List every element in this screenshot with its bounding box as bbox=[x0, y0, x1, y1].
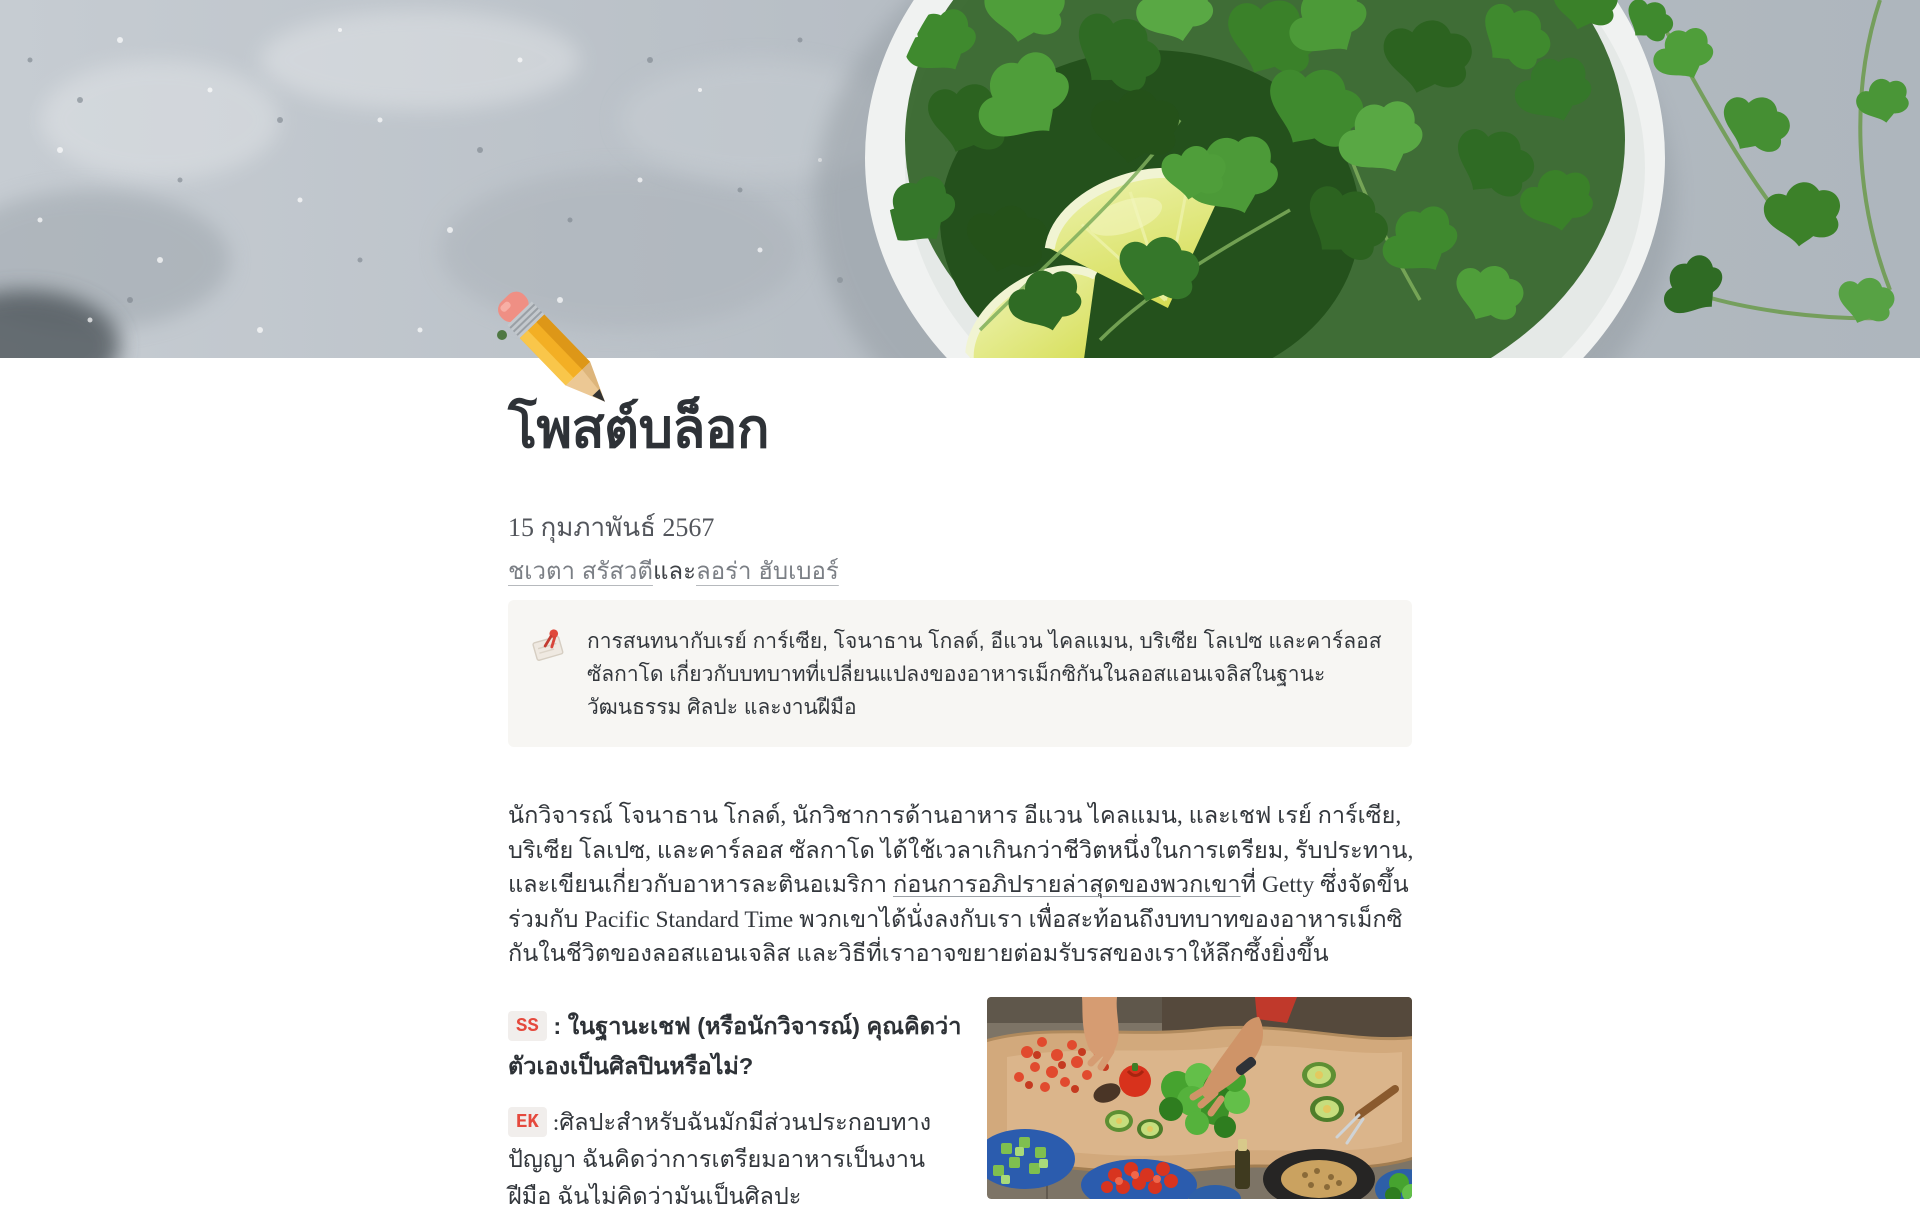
inline-image bbox=[987, 997, 1412, 1199]
pinned-note-icon bbox=[530, 626, 568, 664]
intro-text-before: นักวิจารณ์ โจนาธาน โกลด์, นักวิชาการด้านอาหาร อีแวน ไคลแมน, และเชฟ เรย์ การ์เซีย, บริเซีย โลเปซ, และคาร์ลอส ซัลกาโด ได้ใช้เวลาเกินกว่าชีวิตหนึ่งในการเตรียม, รับประทาน, และเขียนเกี่ยวกับอาหารละตินอเมริกา bbox=[508, 803, 1414, 898]
callout-block bbox=[508, 600, 1412, 747]
callout-text: การสนทนากับเรย์ การ์เซีย, โจนาธาน โกลด์, อีแวน ไคลแมน, บริเซีย โลเปซ และคาร์ลอส ซัลกาโด เกี่ยวกับบทบาทที่เปลี่ยนแปลงของอาหารเม็กซิกันในลอสแอนเจลิสในฐานะวัฒนธรรม ศิลปะ และงานฝีมือ bbox=[587, 630, 1382, 719]
cover-image bbox=[0, 0, 1920, 358]
question-text: : ในฐานะเชฟ (หรือนักวิจารณ์) คุณคิดว่าตัวเองเป็นศิลปินหรือไม่? bbox=[508, 1013, 962, 1079]
byline bbox=[508, 551, 839, 590]
intro-text-after: ที่ Getty ซึ่งจัดขึ้นร่วมกับ Pacific Standard Time พวกเขาได้นั่งลงกับเรา เพื่อสะท้อนถึงบทบาทของอาหารเม็กซิกันในชีวิตของลอสแอนเจลิส และวิธีที่เราอาจขยายต่อมรับรสของเราให้ลึกซึ้งยิ่งขึ้น bbox=[508, 872, 1409, 967]
speaker-badge-ss: SS bbox=[508, 1011, 547, 1041]
qa-section bbox=[508, 1006, 968, 1216]
intro-paragraph bbox=[508, 799, 1414, 972]
answer-text: :ศิลปะสำหรับฉันมักมีส่วนประกอบทางปัญญา ฉันคิดว่าการเตรียมอาหารเป็นงานฝีมือ ฉันไม่คิดว่ามันเป็นศิลปะ bbox=[508, 1110, 932, 1210]
author-link-1[interactable]: ชเวตา สรัสวตี bbox=[508, 558, 653, 585]
post-date: 15 กุมภาพันธ์ 2567 bbox=[508, 513, 715, 542]
speaker-badge-ek: EK bbox=[508, 1107, 547, 1137]
pencil-icon bbox=[465, 262, 645, 442]
interview-answer bbox=[508, 1105, 968, 1216]
discussion-link[interactable]: ก่อนการอภิปรายล่าสุดของพวกเขา bbox=[893, 872, 1241, 898]
author-link-2[interactable]: ลอร่า ฮับเบอร์ bbox=[696, 558, 839, 585]
page-title: โพสต์บล็อก bbox=[508, 399, 770, 459]
byline-connector: และ bbox=[652, 558, 697, 585]
interview-question bbox=[508, 1006, 968, 1086]
